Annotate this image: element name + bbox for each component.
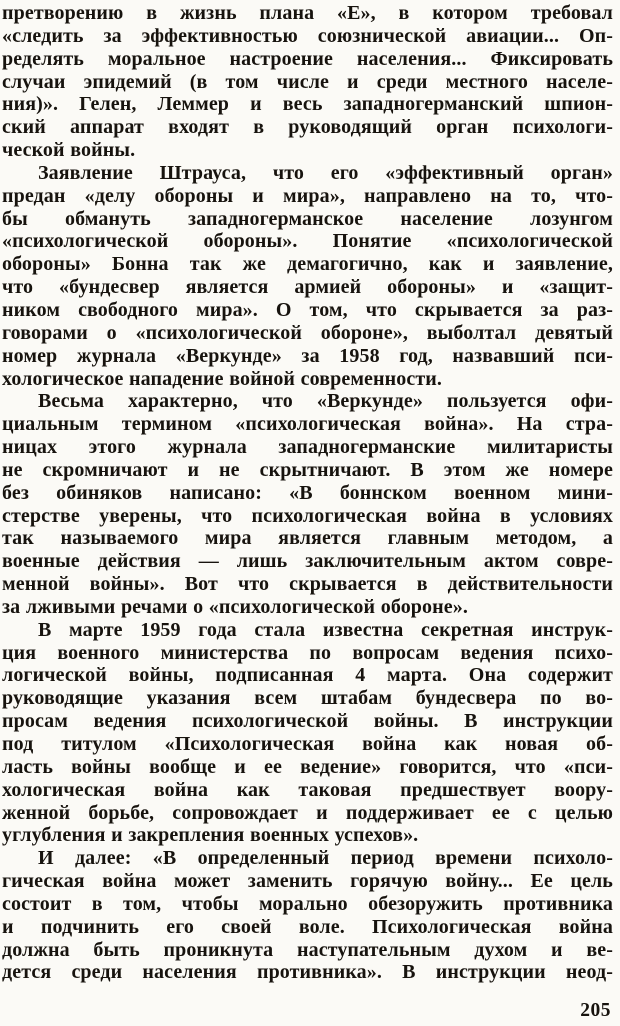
text-line: и подчинить его своей воле. Психологическая война [2,915,613,938]
text-line: обороны» Бонна так же демагогично, как и заявление, [2,253,613,276]
page-text [2,2,613,984]
text-line: дется среди населения противника». В инструкции неод- [2,961,613,984]
text-line: ницах этого журнала западногерманские милитаристы [2,436,613,459]
text-line: «психологической обороны». Понятие «психологической [2,230,613,253]
text-line: ласть войны вообще и ее ведение» говорится, что «пси- [2,755,613,778]
text-line: состоит в том, чтобы морально обезоружить противника [2,892,613,915]
text-line: ция военного министерства по вопросам ведения психо- [2,641,613,664]
text-line: углубления и закрепления военных успехов». [2,824,419,847]
text-line: «следить за эффективностью союзнической авиации... Оп- [2,24,613,47]
text-line: женной борьбе, сопровождает и поддерживает ее с целью [2,801,613,824]
paragraph [2,2,613,162]
text-line: без обиняков написано: «В боннском военном мини- [2,481,613,504]
text-line: ческой войны. [2,139,136,162]
text-line: под титулом «Психологическая война как новая об- [2,733,613,755]
text-line: за лживыми речами о «психологической обороне». [2,595,468,618]
text-line: военные действия — лишь заключительным актом совре- [2,550,613,573]
text-line: предан «делу обороны и мира», направлено на то, что- [2,184,613,207]
text-line: должна быть проникнута наступательным духом и ве- [2,938,613,961]
text-line: Весьма характерно, что «Веркунде» пользуется офи- [38,390,613,413]
paragraph [2,162,613,390]
paragraph [2,390,613,618]
text-line: хологическая война как таковая предшествует воору- [2,778,613,801]
text-line: случаи эпидемий (в том числе и среди местного населе- [2,70,613,93]
text-line: Заявление Штрауса, что его «эффективный орган» [38,161,613,184]
text-line: циальным термином «психологическая война». На стра- [2,413,613,436]
text-line: что «бундесвер является армией обороны» и «защит- [2,276,613,299]
text-line: ский аппарат входят в руководящий орган психологи- [2,116,613,139]
text-line: бы обмануть западногерманское население лозунгом [2,207,613,230]
paragraph [2,847,613,984]
text-line: ником свободного мира». О том, что скрывается за раз- [2,298,613,321]
text-line: менной войны». Вот что скрывается в действительности [2,573,613,596]
text-line: претворению в жизнь плана «Е», в котором требовал [2,2,613,24]
text-line: номер журнала «Веркунде» за 1958 год, назвавший пси- [2,344,613,367]
text-line: хологическое нападение войной современности. [2,367,443,390]
page-number: 205 [580,1000,611,1021]
text-line: стерстве уверены, что психологическая война в условиях [2,504,613,527]
text-line: И далее: «В определенный период времени психоло- [38,847,613,870]
text-line: гическая война может заменить горячую войну... Ее цель [2,870,613,893]
text-line: говорами о «психологической обороне», выболтал девятый [2,321,613,344]
text-line: не скромничают и не скрытничают. В этом же номере [2,458,613,481]
text-line: ния)». Гелен, Леммер и весь западногерманский шпион- [2,93,613,116]
text-line: ределять моральное настроение населения... Фиксировать [2,47,613,70]
text-line: руководящие указания всем штабам бундесвера по во- [2,687,613,710]
text-line: просам ведения психологической войны. В инструкции [2,710,613,733]
text-line: так называемого мира является главным методом, а [2,527,613,550]
paragraph [2,619,613,847]
text-line: логической войны, подписанная 4 марта. Она содержит [2,664,613,687]
text-line: В марте 1959 года стала известна секретная инструк- [38,618,613,641]
